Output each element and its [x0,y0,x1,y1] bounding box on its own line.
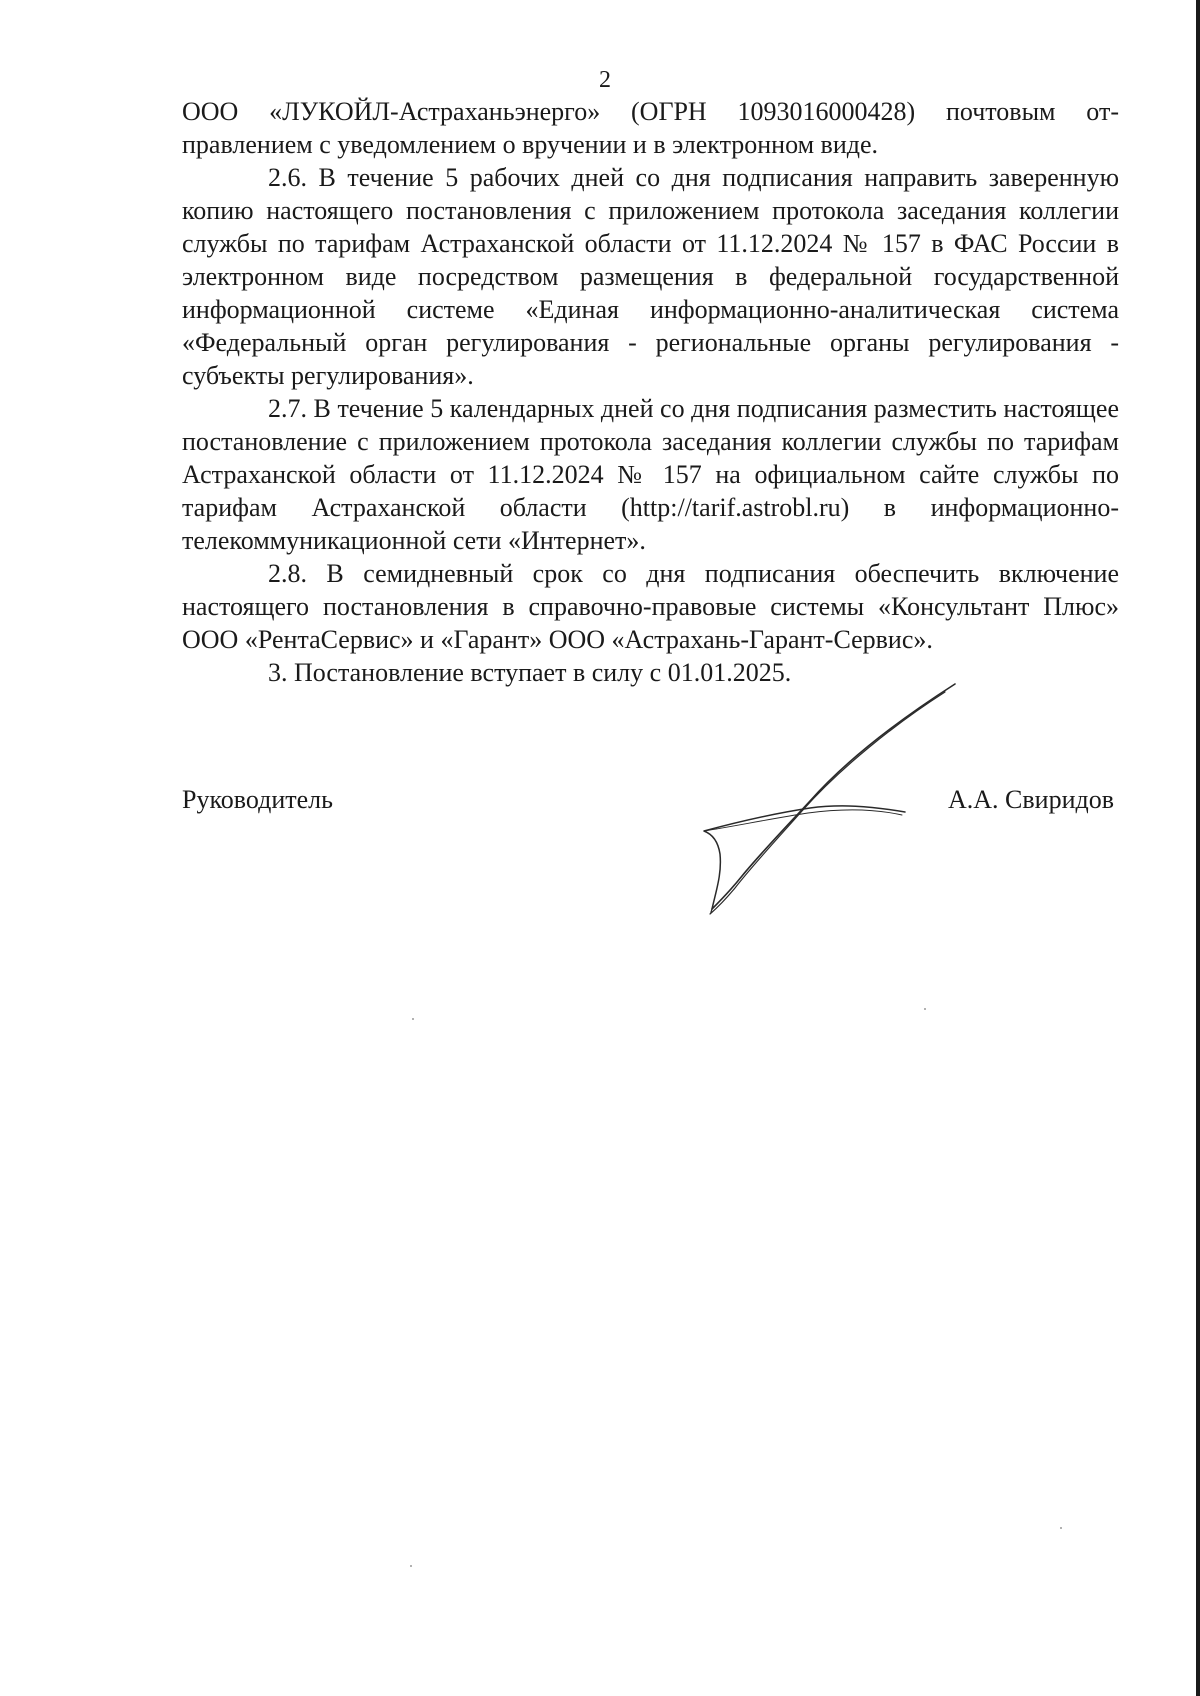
handwritten-signature [690,676,970,916]
paragraph-continuation: ООО «ЛУКОЙЛ-Астраханьэнерго» (ОГРН 1093016000428) почтовым отправлением с уведомлением о вручении и в электронном виде. [182,97,1119,159]
paragraph-2-7: 2.7. В течение 5 календарных дней со дня подписания разместить настоящее постановление с приложением протокола заседания коллегии службы по тарифам Астраханской области от 11.12.2024 № 157 на официальном сайте службы по тарифам Астраханской области (http://tarif.astrobl.ru) в информационно-телекоммуникационной сети «Интернет». [182,394,1119,555]
paragraph-3: 3. Постановление вступает в силу с 01.01.2025. [268,658,792,687]
page-number: 2 [599,67,611,93]
page-edge [1196,0,1200,1696]
signer-name: А.А. Свиридов [947,785,1114,814]
scan-speck [410,1565,412,1567]
paragraph-2-8: 2.8. В семидневный срок со дня подписания обеспечить включение настоящего постановления в справочно-правовые системы «Консультант Плюс» ООО «РентаСервис» и «Гарант» ООО «Астрахань-Гарант-Сервис». [182,559,1119,654]
signer-title: Руководитель [182,785,333,814]
scan-speck [412,1018,414,1020]
scan-speck [924,1008,926,1010]
scan-speck [1060,1527,1062,1529]
document-body [182,95,1119,689]
paragraph-2-6: 2.6. В течение 5 рабочих дней со дня подписания направить заверенную копию настоящего постановления с приложением протокола заседания коллегии службы по тарифам Астраханской области от 11.12.2024 № 157 в ФАС России в электронном виде посредством размещения в федеральной государственной информационной системе «Единая информационно-аналитическая система «Федеральный орган регулирования - региональные органы регулирования - субъекты регулирования». [182,163,1119,390]
